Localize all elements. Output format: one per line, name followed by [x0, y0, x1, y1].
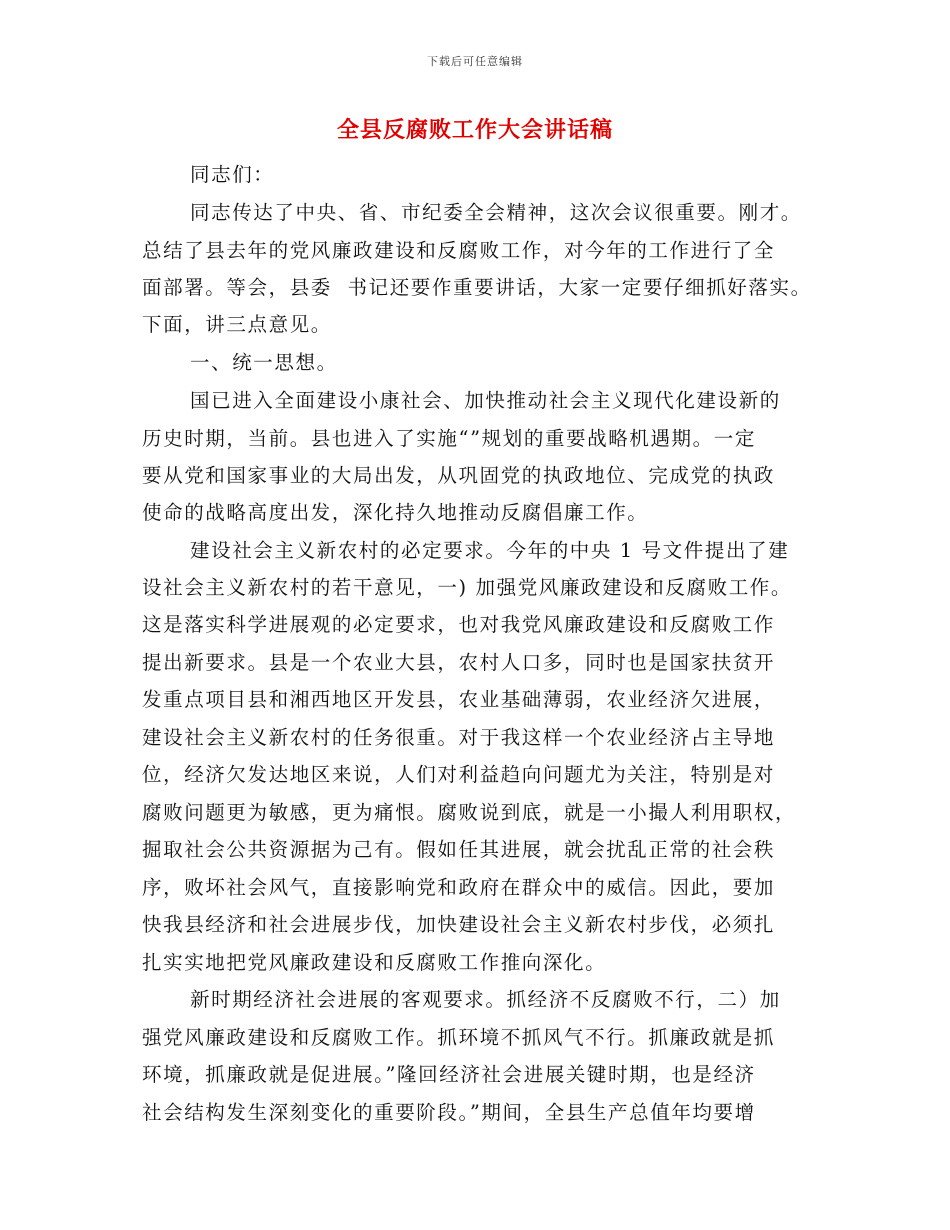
body-line: 提出新要求。县是一个农业大县，农村人口多，同时也是国家扶贫开	[142, 651, 776, 674]
body-line: 下面，讲三点意见。	[142, 313, 332, 336]
body-line: 要从党和国家事业的大局出发，从巩固党的执政地位、完成党的执政	[142, 464, 776, 487]
body-line: 同志传达了中央、省、市纪委全会精神，这次会议很重要。刚才。	[190, 201, 802, 224]
body-line: 掘取社会公共资源据为己有。假如任其进展，就会扰乱正常的社会秩	[142, 838, 776, 861]
body-line: 强党风廉政建设和反腐败工作。抓环境不抓风气不行。抓廉政就是抓	[142, 1026, 776, 1049]
body-line: 扎实实地把党风廉政建设和反腐败工作推向深化。	[142, 951, 607, 974]
body-line: 新时期经济社会进展的客观要求。抓经济不反腐败不行，二）加	[190, 988, 781, 1011]
body-line: 总结了县去年的党风廉政建设和反腐败工作，对今年的工作进行了全	[142, 239, 776, 262]
body-line: 历史时期，当前。县也进入了实施“”规划的重要战略机遇期。一定	[142, 427, 756, 450]
body-line: 快我县经济和社会进展步伐，加快建设社会主义新农村步伐，必须扎	[142, 913, 776, 936]
body-line: 一、统一思想。	[190, 351, 338, 374]
body-line: 国已进入全面建设小康社会、加快推动社会主义现代化建设新的	[190, 389, 781, 412]
body-line: 这是落实科学进展观的必定要求，也对我党风廉政建设和反腐败工作	[142, 613, 776, 636]
body-line: 设社会主义新农村的若干意见，一) 加强党风廉政建设和反腐败工作。	[142, 576, 793, 599]
body-line: 建设社会主义新农村的必定要求。今年的中央 1 号文件提出了建	[190, 539, 790, 562]
body-line: 同志们：	[190, 163, 275, 186]
body-line: 面部署。等会，县委 书记还要作重要讲话，大家一定要仔细抓好落实。	[142, 276, 812, 299]
body-line: 社会结构发生深刻变化的重要阶段。”期间，全县生产总值年均要增	[142, 1101, 756, 1124]
header-note: 下载后可任意编辑	[427, 55, 523, 68]
body-line: 发重点项目县和湘西地区开发县，农业基础薄弱，农业经济欠进展，	[142, 688, 776, 711]
document-title: 全县反腐败工作大会讲话稿	[336, 117, 613, 143]
body-line: 环境，抓廉政就是促进展。”隆回经济社会进展关键时期，也是经济	[142, 1063, 756, 1086]
body-line: 使命的战略高度出发，深化持久地推动反腐倡廉工作。	[142, 501, 649, 524]
body-line: 位，经济欠发达地区来说，人们对利益趋向问题尤为关注，特别是对	[142, 763, 776, 786]
body-line: 腐败问题更为敏感，更为痛恨。腐败说到底，就是一小撮人利用职权，	[142, 801, 797, 824]
body-line: 建设社会主义新农村的任务很重。对于我这样一个农业经济占主导地	[142, 726, 776, 749]
body-line: 序，败坏社会风气，直接影响党和政府在群众中的威信。因此，要加	[142, 876, 776, 899]
